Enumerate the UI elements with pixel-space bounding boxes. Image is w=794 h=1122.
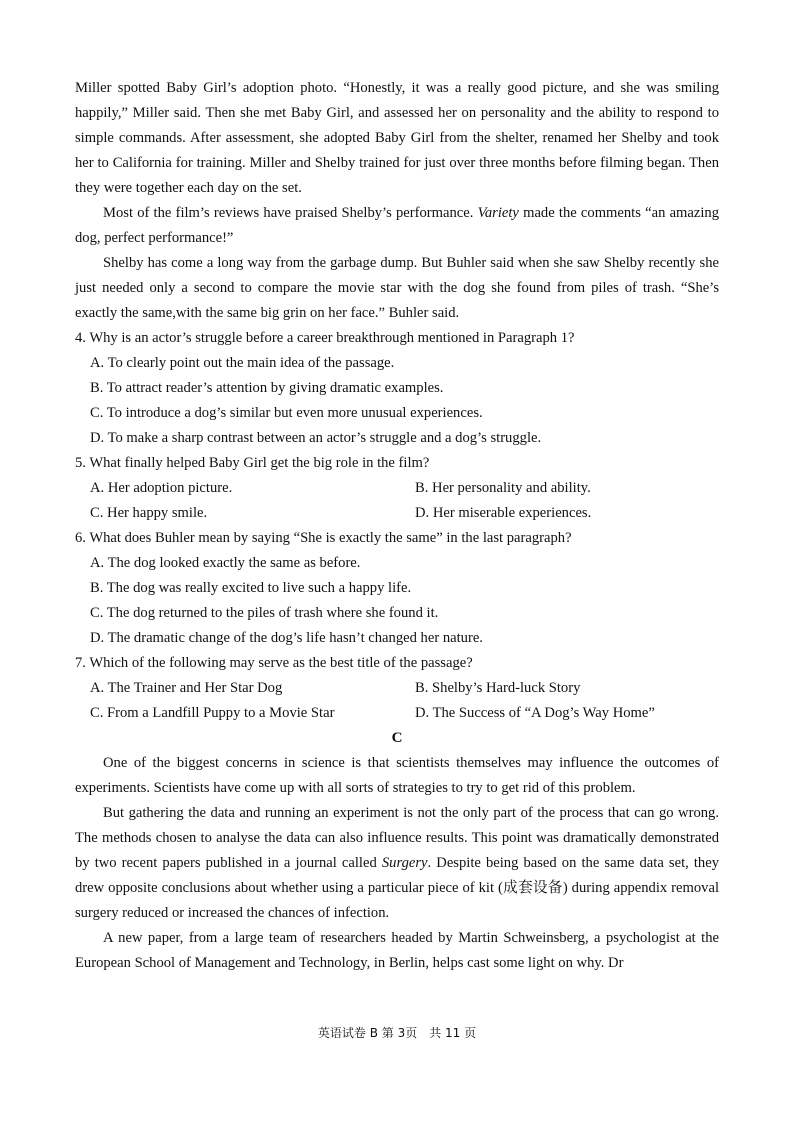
question-stem: 7. Which of the following may serve as the best title of the passage? [75, 655, 473, 671]
question-6 [75, 526, 719, 651]
question-4 [75, 326, 719, 451]
option-a: A. To clearly point out the main idea of the passage. [90, 355, 395, 371]
paragraph: Most of the film’s reviews have praised Shelby’s performance. Variety made the comments “an amazing dog, perfect performance!” [75, 205, 719, 246]
option-b: B. Her personality and ability. [415, 480, 591, 496]
question-stem: 6. What does Buhler mean by saying “She is exactly the same” in the last paragraph? [75, 530, 572, 546]
document-page [75, 76, 719, 976]
option-a: A. Her adoption picture. [90, 480, 233, 496]
option-a: A. The dog looked exactly the same as before. [90, 555, 361, 571]
option-c: C. To introduce a dog’s similar but even more unusual experiences. [90, 405, 483, 421]
question-5 [75, 451, 719, 526]
option-c: C. Her happy smile. [90, 505, 208, 521]
page-footer: 英语试卷 B 第 3页 共 11 页 [317, 1026, 477, 1040]
option-a: A. The Trainer and Her Star Dog [90, 680, 283, 696]
question-7 [75, 651, 719, 726]
paragraph: Miller spotted Baby Girl’s adoption photo. “Honestly, it was a really good picture, and she was smiling happily,” Miller said. Then she met Baby Girl, and assessed her on personality and the ability to respond to simple commands. After assessment, she adopted Baby Girl from the shelter, renamed her Shelby and took her to California for training. Miller and Shelby trained for just over three months before filming began. Then they were together each day on the set. [75, 80, 719, 196]
option-b: B. To attract reader’s attention by giving dramatic examples. [90, 380, 444, 396]
section-heading: C [391, 730, 403, 746]
option-c: C. The dog returned to the piles of trash where she found it. [90, 605, 439, 621]
option-d: D. The dramatic change of the dog’s life hasn’t changed her nature. [90, 630, 483, 646]
paragraph: But gathering the data and running an experiment is not the only part of the process that can go wrong. The methods chosen to analyse the data can also influence results. This point was dramatically demonstrated by two recent papers published in a journal called Surgery. Despite being based on the same data set, they drew opposite conclusions about whether using a particular piece of kit (成套设备) during appendix removal surgery reduced or increased the chances of infection. [75, 805, 719, 921]
paragraph: One of the biggest concerns in science is that scientists themselves may influence the outcomes of experiments. Scientists have come up with all sorts of strategies to try to get rid of this problem. [75, 755, 719, 796]
paragraph: A new paper, from a large team of researchers headed by Martin Schweinsberg, a psychologist at the European School of Management and Technology, in Berlin, helps cast some light on why. Dr [75, 930, 719, 971]
paragraph: Shelby has come a long way from the garbage dump. But Buhler said when she saw Shelby recently she just needed only a second to compare the movie star with the dog she found from piles of trash. “She’s exactly the same,with the same big grin on her face.” Buhler said. [75, 255, 719, 321]
option-d: D. To make a sharp contrast between an actor’s struggle and a dog’s struggle. [90, 430, 542, 446]
option-c: C. From a Landfill Puppy to a Movie Star [90, 705, 335, 721]
option-b: B. Shelby’s Hard-luck Story [415, 680, 581, 696]
option-d: D. Her miserable experiences. [415, 505, 592, 521]
option-d: D. The Success of “A Dog’s Way Home” [415, 705, 655, 721]
question-stem: 5. What finally helped Baby Girl get the big role in the film? [75, 455, 430, 471]
option-b: B. The dog was really excited to live such a happy life. [90, 580, 412, 596]
question-stem: 4. Why is an actor’s struggle before a career breakthrough mentioned in Paragraph 1? [75, 330, 575, 346]
